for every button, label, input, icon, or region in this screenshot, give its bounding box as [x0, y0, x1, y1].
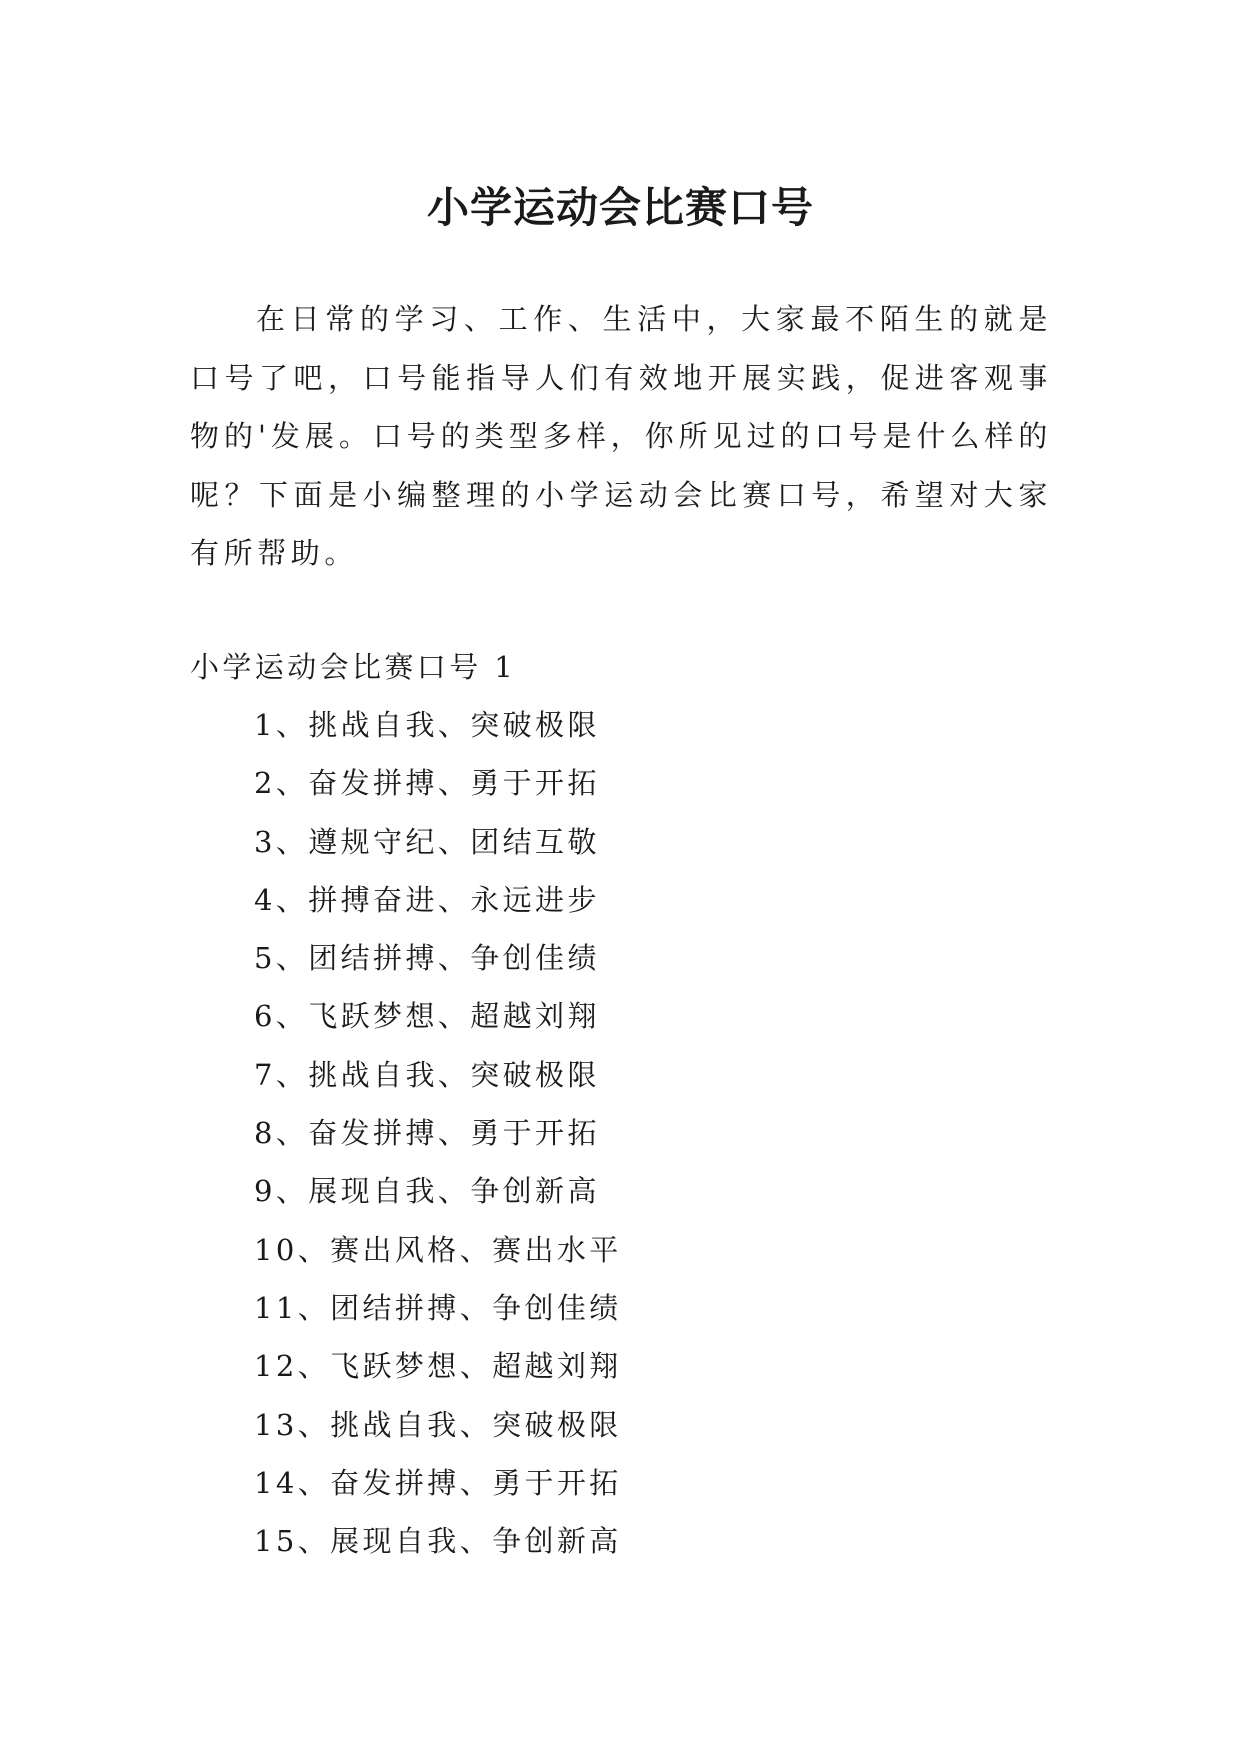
intro-paragraph: 在日常的学习、工作、生活中，大家最不陌生的就是口号了吧，口号能指导人们有效地开展实践，促进客观事物的'发展。口号的类型多样，你所见过的口号是什么样的呢？下面是小编整理的小学运动会比赛口号，希望对大家有所帮助。 [190, 302, 1052, 570]
slogan-item: 4、拼搏奋进、永远进步 [254, 882, 600, 917]
slogan-item: 9、展现自我、争创新高 [254, 1174, 600, 1209]
slogan-item: 10、赛出风格、赛出水平 [254, 1232, 622, 1267]
slogan-item: 13、挑战自我、突破极限 [254, 1407, 622, 1442]
slogan-item: 11、团结拼搏、争创佳绩 [254, 1290, 622, 1325]
slogan-item: 15、展现自我、争创新高 [254, 1524, 622, 1559]
slogan-item: 3、遵规守纪、团结互敬 [254, 824, 600, 859]
slogan-list [254, 696, 622, 1570]
slogan-item: 2、奋发拼搏、勇于开拓 [254, 766, 600, 801]
slogan-item: 7、挑战自我、突破极限 [254, 1057, 600, 1092]
slogan-item: 14、奋发拼搏、勇于开拓 [254, 1465, 622, 1500]
slogan-item: 8、奋发拼搏、勇于开拓 [254, 1116, 600, 1151]
slogan-item: 6、飞跃梦想、超越刘翔 [254, 999, 600, 1034]
slogan-item: 5、团结拼搏、争创佳绩 [254, 941, 600, 976]
section-heading: 小学运动会比赛口号 1 [190, 650, 517, 684]
slogan-item: 12、飞跃梦想、超越刘翔 [254, 1349, 622, 1384]
document-title: 小学运动会比赛口号 [426, 183, 814, 233]
slogan-item: 1、挑战自我、突破极限 [254, 708, 600, 742]
